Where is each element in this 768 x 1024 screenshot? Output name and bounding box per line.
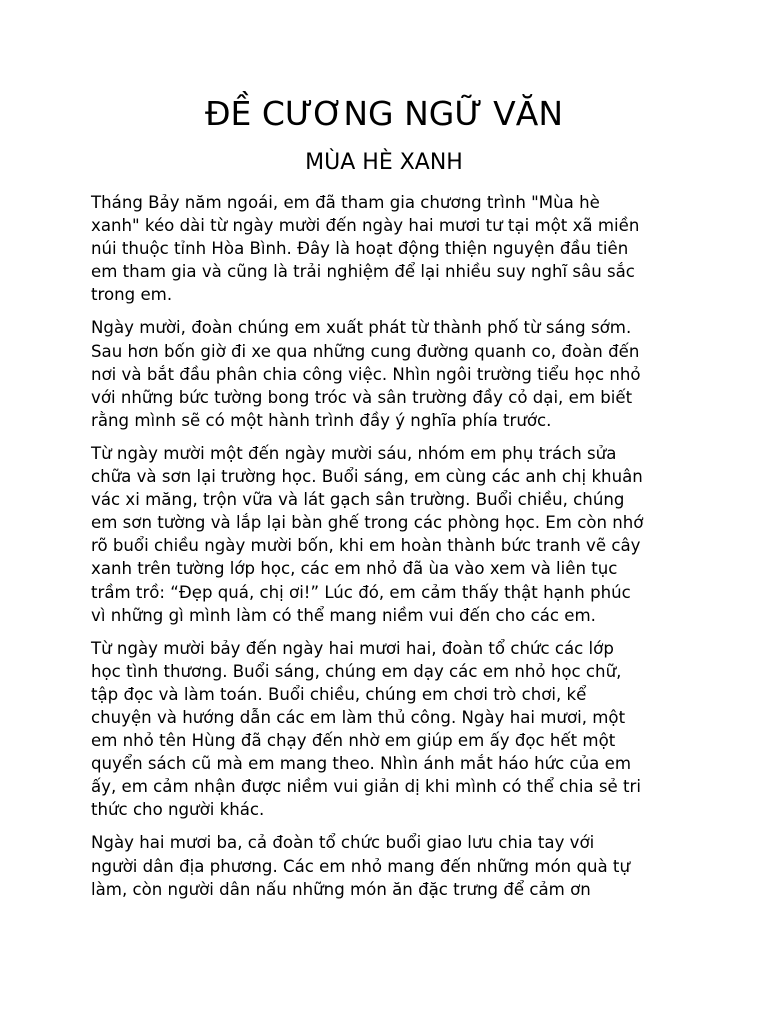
document-title: ĐỀ CƯƠNG NGỮ VĂN bbox=[204, 94, 564, 133]
text-line: học tình thương. Buổi sáng, chúng em dạy các em nhỏ học chữ, bbox=[91, 661, 622, 681]
text-line: Ngày hai mươi ba, cả đoàn tổ chức buổi giao lưu chia tay với bbox=[91, 833, 595, 853]
text-line: tập đọc và làm toán. Buổi chiều, chúng em chơi trò chơi, kể bbox=[91, 684, 587, 704]
paragraph bbox=[91, 637, 681, 822]
text-line: Tháng Bảy năm ngoái, em đã tham gia chương trình "Mùa hè bbox=[91, 193, 600, 212]
text-line: người dân địa phương. Các em nhỏ mang đến những món quà tự bbox=[91, 856, 630, 876]
text-line: Sau hơn bốn giờ đi xe qua những cung đường quanh co, đoàn đến bbox=[91, 341, 640, 361]
paragraph bbox=[91, 316, 681, 431]
paragraph bbox=[91, 831, 681, 900]
text-line: quyển sách cũ mà em mang theo. Nhìn ánh mắt háo hức của em bbox=[91, 754, 631, 774]
text-line: với những bức tường bong tróc và sân trường đầy cỏ dại, em biết bbox=[91, 387, 633, 407]
text-line: em sơn tường và lắp lại bàn ghế trong các phòng học. Em còn nhớ bbox=[91, 513, 644, 533]
text-line: Ngày mười, đoàn chúng em xuất phát từ thành phố từ sáng sớm. bbox=[91, 318, 632, 338]
text-line: xanh" kéo dài từ ngày mười đến ngày hai mươi tư tại một xã miền bbox=[91, 216, 640, 236]
text-line: núi thuộc tỉnh Hòa Bình. Đây là hoạt động thiện nguyện đầu tiên bbox=[91, 239, 629, 259]
text-line: làm, còn người dân nấu những món ăn đặc trưng để cảm ơn bbox=[91, 879, 591, 899]
text-line: Từ ngày mười một đến ngày mười sáu, nhóm em phụ trách sửa bbox=[91, 443, 617, 463]
text-line: ấy, em cảm nhận được niềm vui giản dị khi mình có thể chia sẻ tri bbox=[91, 777, 641, 797]
text-line: rõ buổi chiều ngày mười bốn, khi em hoàn thành bức tranh vẽ cây bbox=[91, 536, 641, 556]
paragraph bbox=[91, 442, 681, 627]
text-line: Từ ngày mười bảy đến ngày hai mươi hai, đoàn tổ chức các lớp bbox=[91, 638, 614, 658]
text-line: chuyện và hướng dẫn các em làm thủ công. Ngày hai mươi, một bbox=[91, 707, 626, 727]
document-subtitle: MÙA HÈ XANH bbox=[305, 150, 463, 175]
document-body bbox=[91, 191, 681, 911]
text-line: chữa và sơn lại trường học. Buổi sáng, em cùng các anh chị khuân bbox=[91, 467, 643, 487]
text-line: em nhỏ tên Hùng đã chạy đến nhờ em giúp em ấy đọc hết một bbox=[91, 731, 616, 751]
text-line: em tham gia và cũng là trải nghiệm để lại nhiều suy nghĩ sâu sắc bbox=[91, 262, 635, 282]
text-line: nơi và bắt đầu phân chia công việc. Nhìn ngôi trường tiểu học nhỏ bbox=[91, 364, 641, 384]
text-line: thức cho người khác. bbox=[91, 800, 265, 820]
text-line: xanh trên tường lớp học, các em nhỏ đã ùa vào xem và liên tục bbox=[91, 559, 618, 579]
text-line: rằng mình sẽ có một hành trình đầy ý nghĩa phía trước. bbox=[91, 410, 552, 430]
text-line: trong em. bbox=[91, 285, 173, 305]
text-line: trầm trồ: “Đẹp quá, chị ơi!” Lúc đó, em cảm thấy thật hạnh phúc bbox=[91, 582, 631, 602]
text-line: vì những gì mình làm có thể mang niềm vui đến cho các em. bbox=[91, 605, 596, 625]
text-line: vác xi măng, trộn vữa và lát gạch sân trường. Buổi chiều, chúng bbox=[91, 490, 625, 510]
paragraph bbox=[91, 191, 681, 306]
